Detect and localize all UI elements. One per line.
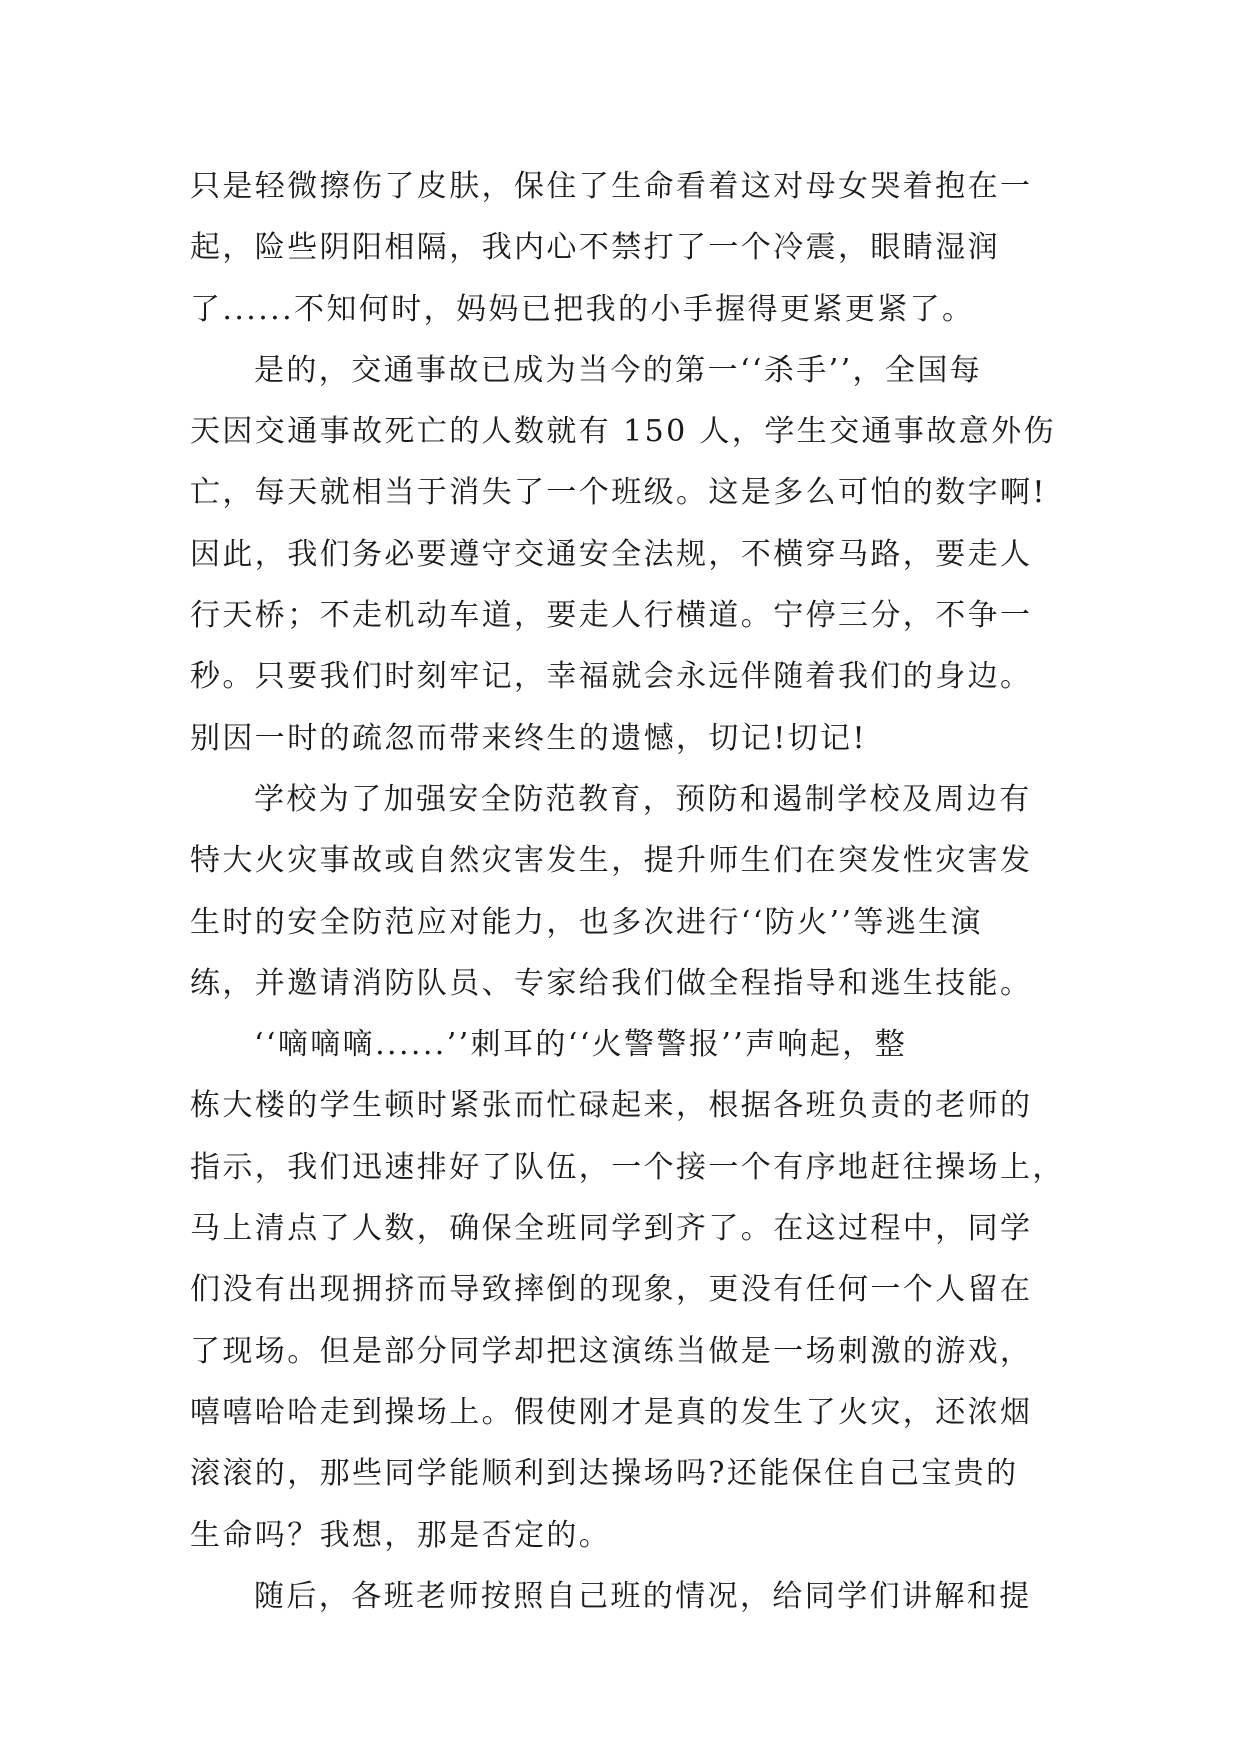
text-line: 起，险些阴阳相隔，我内心不禁打了一个冷震，眼睛湿润	[190, 230, 1000, 266]
text-line: 们没有出现拥挤而导致摔倒的现象，更没有任何一个人留在	[190, 1272, 1033, 1308]
text-line: 亡，每天就相当于消失了一个班级。这是多么可怕的数字啊!	[190, 475, 1047, 511]
text-line: 嘻嘻哈哈走到操场上。假使刚才是真的发生了火灾，还浓烟	[190, 1394, 1033, 1430]
text-line: 栋大楼的学生顿时紧张而忙碌起来，根据各班负责的老师的	[190, 1088, 1033, 1124]
text-line: 随后，各班老师按照自己班的情况，给同学们讲解和提	[254, 1578, 1032, 1614]
essay-body	[190, 156, 1065, 1627]
text-line: 秒。只要我们时刻牢记，幸福就会永远伴随着我们的身边。	[190, 659, 1033, 695]
text-line: 因此，我们务必要遵守交通安全法规，不横穿马路，要走人	[190, 536, 1033, 572]
text-line: 生时的安全防范应对能力，也多次进行‘‘防火’’等逃生演	[190, 904, 983, 940]
text-line: ‘‘嘀嘀嘀......’’刺耳的‘‘火警警报’’声响起，整	[254, 1027, 908, 1063]
text-line: 天因交通事故死亡的人数就有 150 人，学生交通事故意外伤	[190, 414, 1056, 450]
text-line: 是的，交通事故已成为当今的第一‘‘杀手’’，全国每	[254, 352, 983, 388]
text-line: 滚滚的，那些同学能顺利到达操场吗?还能保住自己宝贵的	[190, 1456, 1019, 1492]
text-line: 指示，我们迅速排好了队伍，一个接一个有序地赶往操场上，	[190, 1149, 1065, 1185]
text-line: 生命吗？我想，那是否定的。	[190, 1517, 612, 1553]
text-line: 了......不知何时，妈妈已把我的小手握得更紧更紧了。	[190, 291, 975, 327]
text-line: 只是轻微擦伤了皮肤，保住了生命看着这对母女哭着抱在一	[190, 169, 1033, 204]
text-line: 学校为了加强安全防范教育，预防和遏制学校及周边有	[254, 781, 1032, 817]
text-line: 练，并邀请消防队员、专家给我们做全程指导和逃生技能。	[190, 965, 1033, 1001]
text-line: 别因一时的疏忽而带来终生的遗憾，切记!切记!	[190, 720, 867, 756]
text-line: 了现场。但是部分同学却把这演练当做是一场刺激的游戏，	[190, 1333, 1033, 1369]
text-line: 行天桥；不走机动车道，要走人行横道。宁停三分，不争一	[190, 598, 1033, 634]
text-line: 特大火灾事故或自然灾害发生，提升师生们在突发性灾害发	[190, 843, 1033, 879]
text-line: 马上清点了人数，确保全班同学到齐了。在这过程中，同学	[190, 1211, 1033, 1247]
